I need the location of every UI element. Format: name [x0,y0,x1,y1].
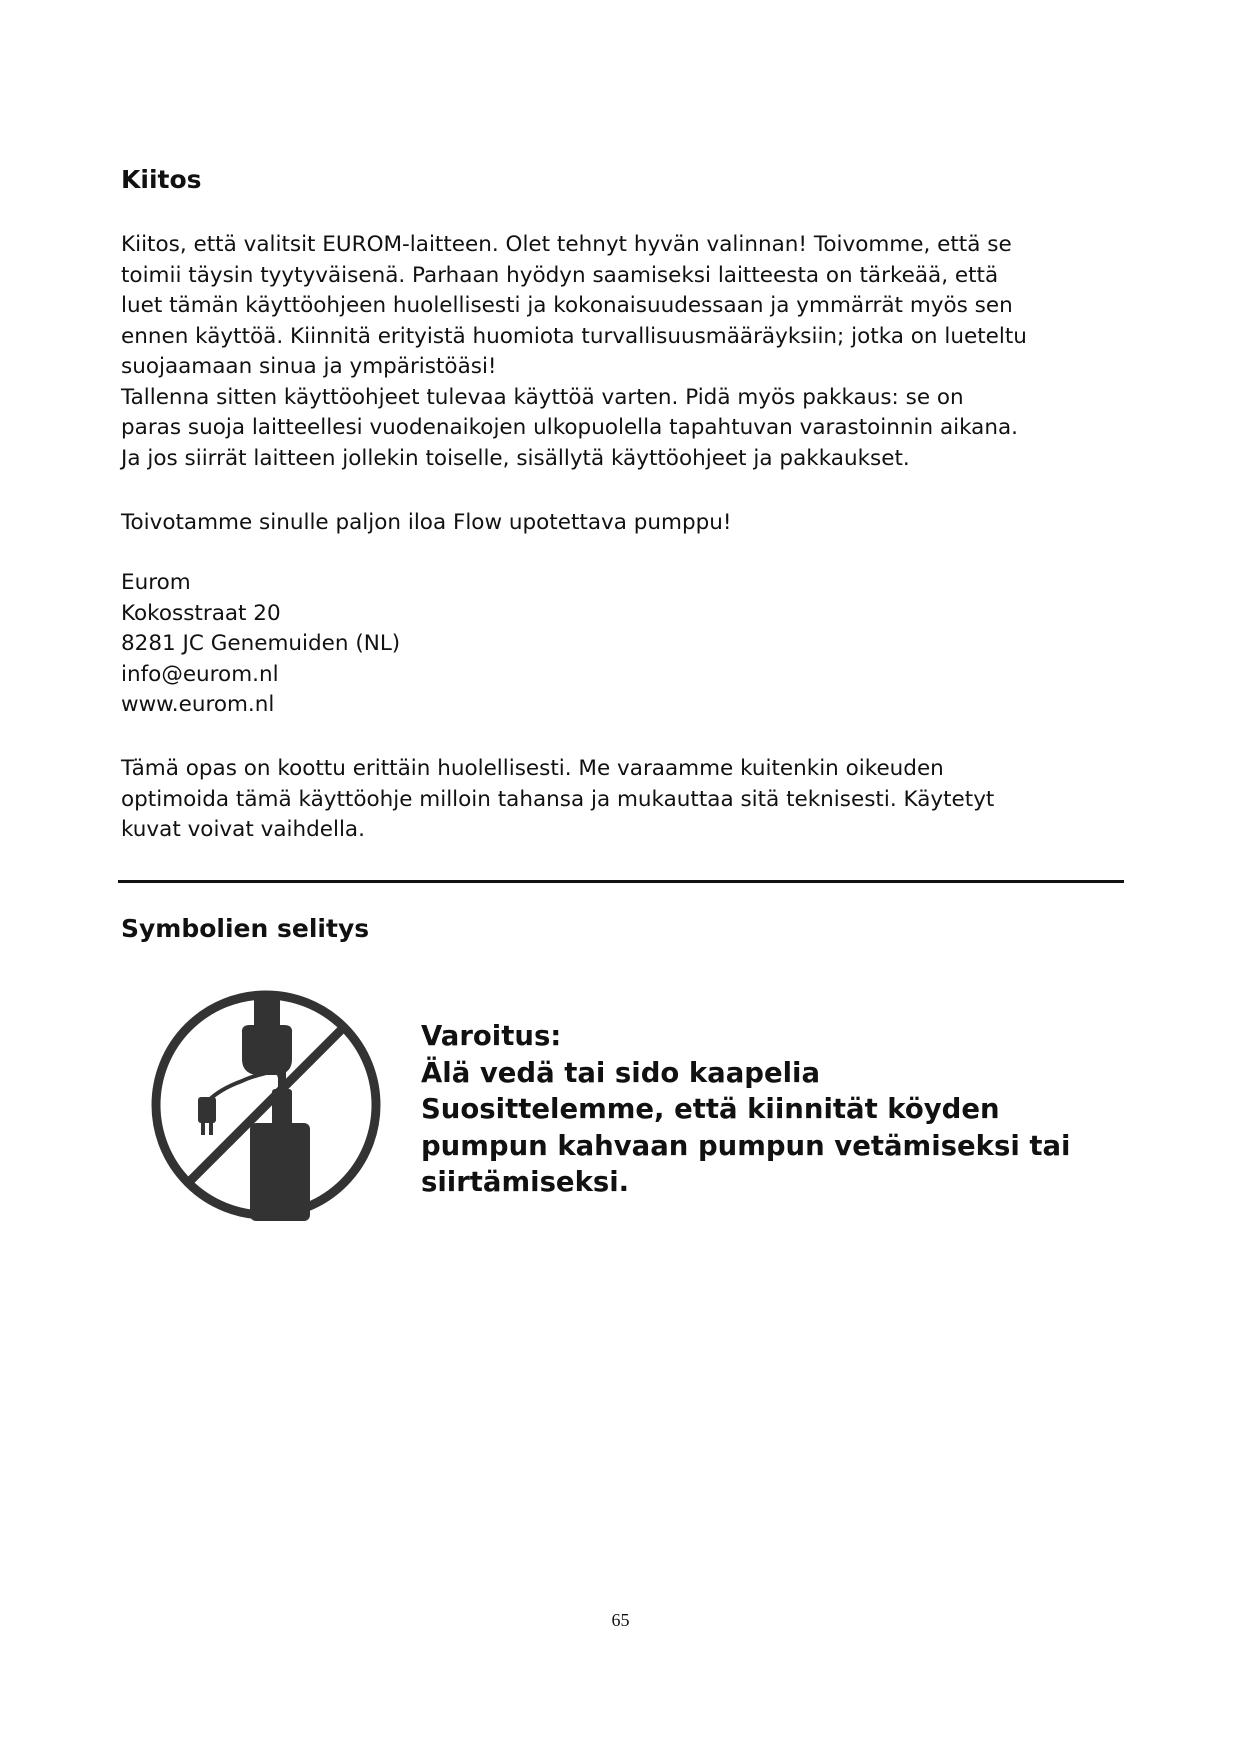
disclaimer-line: Tämä opas on koottu erittäin huolellisesti. Me varaamme kuitenkin oikeuden [121,756,944,781]
disclaimer-line: optimoida tämä käyttöohje milloin tahansa ja mukauttaa sitä teknisesti. Käytetyt [121,786,995,812]
warning-line: Älä vedä tai sido kaapelia [421,1056,821,1089]
warning-line: Suosittelemme, että kiinnität köyden [421,1093,1000,1125]
intro-line: Tallenna sitten käyttöohjeet tulevaa käyttöä varten. Pidä myös pakkaus: se on [121,384,964,410]
thanks-heading: Kiitos [121,165,202,194]
warning-line: pumpun kahvaan pumpun vetämiseksi tai [421,1129,1071,1162]
warning-line: siirtämiseksi. [421,1166,630,1198]
intro-line: Ja jos siirrät laitteen jollekin toiselle, sisällytä käyttöohjeet ja pakkaukset. [121,445,910,471]
warning-line: Varoitus: [421,1020,562,1052]
no-pulling-cable-icon [146,985,386,1225]
intro-line: suojaamaan sinua ja ympäristöäsi! [121,354,497,379]
intro-line: toimii täysin tyytyväisenä. Parhaan hyödyn saamiseksi laitteesta on tärkeää, että [121,262,999,288]
plug-pin [201,1123,205,1135]
email-address: info@eurom.nl [121,661,279,687]
section-divider [118,880,1124,883]
plug-pin [209,1123,213,1135]
plug-shape [198,1097,216,1123]
website-address: www.eurom.nl [121,692,275,717]
wish-paragraph [121,508,1131,539]
intro-paragraph [121,230,1131,474]
wish-line: Toivotamme sinulle paljon iloa Flow upotettava pumppu! [121,510,732,535]
warning-text [421,1018,1070,1201]
intro-line: luet tämän käyttöohjeen huolellisesti ja kokonaisuudessaan ja ymmärrät myös sen [121,293,1013,318]
intro-line: paras suoja laitteellesi vuodenaikojen ulkopuolella tapahtuvan varastoinnin aikana. [121,415,1018,440]
page-number: 65 [611,1610,630,1630]
disclaimer-paragraph [121,754,1131,846]
address-block [121,568,1131,721]
hand-shape [242,1025,292,1075]
street-address: Kokosstraat 20 [121,600,281,626]
intro-line: ennen käyttöä. Kiinnitä erityistä huomiota turvallisuusmääräyksiin; jotka on lueteltu [121,323,1027,349]
intro-line: Kiitos, että valitsit EUROM-laitteen. Olet tehnyt hyvän valinnan! Toivomme, että se [121,232,1012,257]
disclaimer-line: kuvat voivat vaihdella. [121,817,365,842]
city-address: 8281 JC Genemuiden (NL) [121,631,401,656]
company-name: Eurom [121,570,191,595]
symbols-heading: Symbolien selitys [121,914,370,943]
